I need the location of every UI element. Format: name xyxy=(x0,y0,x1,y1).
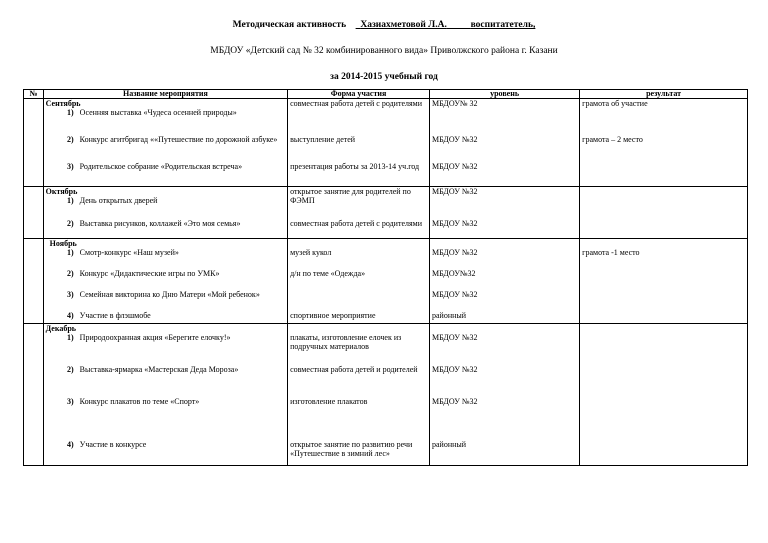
month-title: Декабрь xyxy=(45,324,76,333)
list-item: 2) Выставка-ярмарка «Мастерская Деда Мороза» xyxy=(67,365,239,374)
form-cell: музей кукол д/н по теме «Одежда» спортивное мероприятие xyxy=(288,239,430,324)
event-cell xyxy=(43,324,287,466)
list-item: 4) Участие в конкурсе xyxy=(67,440,147,449)
number-cell xyxy=(24,99,44,187)
result-cell: грамота -1 место xyxy=(580,239,748,324)
column-header-level: уровень xyxy=(430,90,580,99)
level-cell: МБДОУ№ 32 МБДОУ №32 МБДОУ №32 xyxy=(430,99,580,187)
list-item: 1) Природоохранная акция «Берегите елочку!» xyxy=(67,333,231,342)
level-cell: МБДОУ №32 МБДОУ№32 МБДОУ №32 районный xyxy=(430,239,580,324)
events-table xyxy=(23,89,748,466)
list-item: 2) Выставка рисунков, коллажей «Это моя семья» xyxy=(67,219,241,228)
table-header-row xyxy=(24,90,748,99)
column-header-event: Название мероприятия xyxy=(43,90,287,99)
list-item: 3) Конкурс плакатов по теме «Спорт» xyxy=(67,397,200,406)
result-cell xyxy=(580,324,748,466)
list-item: 1) День открытых дверей xyxy=(67,196,158,205)
month-row-november xyxy=(24,239,748,324)
month-row-september xyxy=(24,99,748,187)
form-cell: открытое занятие для родителей по ФЭМП совместная работа детей с родителями xyxy=(288,187,430,239)
document-title xyxy=(0,20,768,30)
form-cell: совместная работа детей с родителями выступление детей презентация работы за 2013-14 уч.год xyxy=(288,99,430,187)
event-cell xyxy=(43,99,287,187)
list-item: 2) Конкурс «Дидактические игры по УМК» xyxy=(67,269,220,278)
level-cell: МБДОУ №32 МБДОУ №32 МБДОУ №32 районный xyxy=(430,324,580,466)
academic-year: за 2014-2015 учебный год xyxy=(330,72,438,82)
form-cell: плакаты, изготовление елочек из подручных материалов совместная работа детей и родителей изготовление плакатов открытое занятие по развитию речи «Путешествие в зимний лес» xyxy=(288,324,430,466)
event-cell xyxy=(43,187,287,239)
title-name: Хазиахметовой Л.А. воспитатетель, xyxy=(360,20,536,30)
list-item: 2) Конкурс агитбригад ««Путешествие по дорожной азбуке» xyxy=(67,135,278,144)
result-cell: грамота об участие грамота – 2 место xyxy=(580,99,748,187)
month-row-december xyxy=(24,324,748,466)
event-cell xyxy=(43,239,287,324)
title-prefix: Методическая активность xyxy=(232,20,347,30)
level-cell: МБДОУ №32 МБДОУ №32 xyxy=(430,187,580,239)
list-item: 1) Осенняя выставка «Чудеса осенней природы» xyxy=(67,108,237,117)
number-cell xyxy=(24,324,44,466)
list-item: 4) Участие в флэшмобе xyxy=(67,311,151,320)
month-title: Сентябрь xyxy=(45,99,81,108)
column-header-form: Форма участия xyxy=(288,90,430,99)
result-cell xyxy=(580,187,748,239)
column-header-result: результат xyxy=(580,90,748,99)
number-cell xyxy=(24,239,44,324)
list-item: 3) Семейная викторина ко Дню Матери «Мой ребенок» xyxy=(67,290,260,299)
month-title: Ноябрь xyxy=(49,239,77,248)
number-cell xyxy=(24,187,44,239)
list-item: 1) Смотр-конкурс «Наш музей» xyxy=(67,248,179,257)
column-header-number: № xyxy=(24,90,44,99)
list-item: 3) Родительское собрание «Родительская встреча» xyxy=(67,162,243,171)
month-title: Октябрь xyxy=(45,187,78,196)
month-row-october xyxy=(24,187,748,239)
institution-line: МБДОУ «Детский сад № 32 комбинированного вида» Приволжского района г. Казани xyxy=(210,46,558,56)
